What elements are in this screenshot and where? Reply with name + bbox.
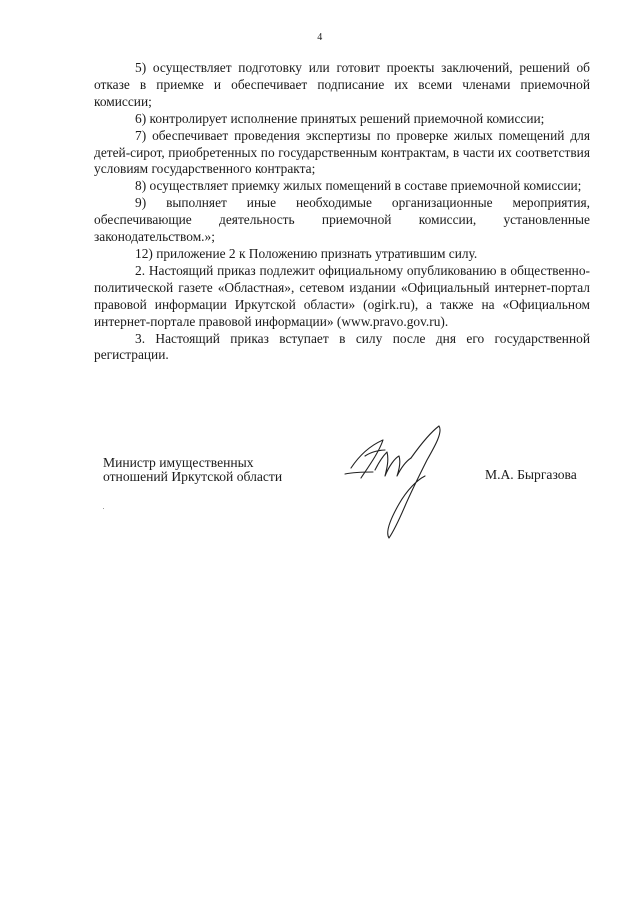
handwritten-signature-icon — [339, 422, 449, 540]
signer-name: М.А. Быргазова — [485, 467, 577, 482]
page-number: 4 — [317, 32, 323, 43]
paragraph-item-7: 7) обеспечивает проведения экспертизы по проверке жилых помещений для детей-сирот, приобретенных по государственным контрактам, в части их соответствия условиям государственного контракта; — [94, 127, 590, 177]
paragraph-item-8: 8) осуществляет приемку жилых помещений в составе приемочной комиссии; — [135, 178, 582, 194]
paragraph-clause-2: 2. Настоящий приказ подлежит официальному опубликованию в общественно-политической газете «Областная», сетевом издании «Официальный интернет-портал правовой информации Иркутской области» (ogirk.ru), а также на «Официальном интернет-портале правовой информации» (www.pravo.gov.ru). — [94, 262, 590, 329]
paragraph-clause-3: 3. Настоящий приказ вступает в силу после дня его государственной регистрации. — [94, 330, 590, 363]
paragraph-item-6: 6) контролирует исполнение принятых решений приемочной комиссии; — [135, 110, 545, 126]
document-body — [94, 60, 590, 364]
signer-position — [103, 456, 323, 484]
signature-stroke-underline — [345, 472, 373, 474]
signer-position-line-2: отношений Иркутской области — [103, 469, 283, 484]
signature-stroke-loop — [388, 426, 440, 538]
paragraph-item-12: 12) приложение 2 к Положению признать утратившим силу. — [135, 245, 478, 261]
signer-position-line-1: Министр имущественных — [103, 455, 254, 470]
paragraph-item-5: 5) осуществляет подготовку или готовит проекты заключений, решений об отказе в приемке и обеспечивает подписание их всеми членами приемочной комиссии; — [94, 60, 590, 109]
signature-block — [103, 456, 593, 536]
paragraph-item-9: 9) выполняет иные необходимые организационные мероприятия, обеспечивающие деятельность приемочной комиссии, установленные законодательством.»; — [94, 195, 590, 245]
scan-artifact-dot — [103, 508, 104, 509]
